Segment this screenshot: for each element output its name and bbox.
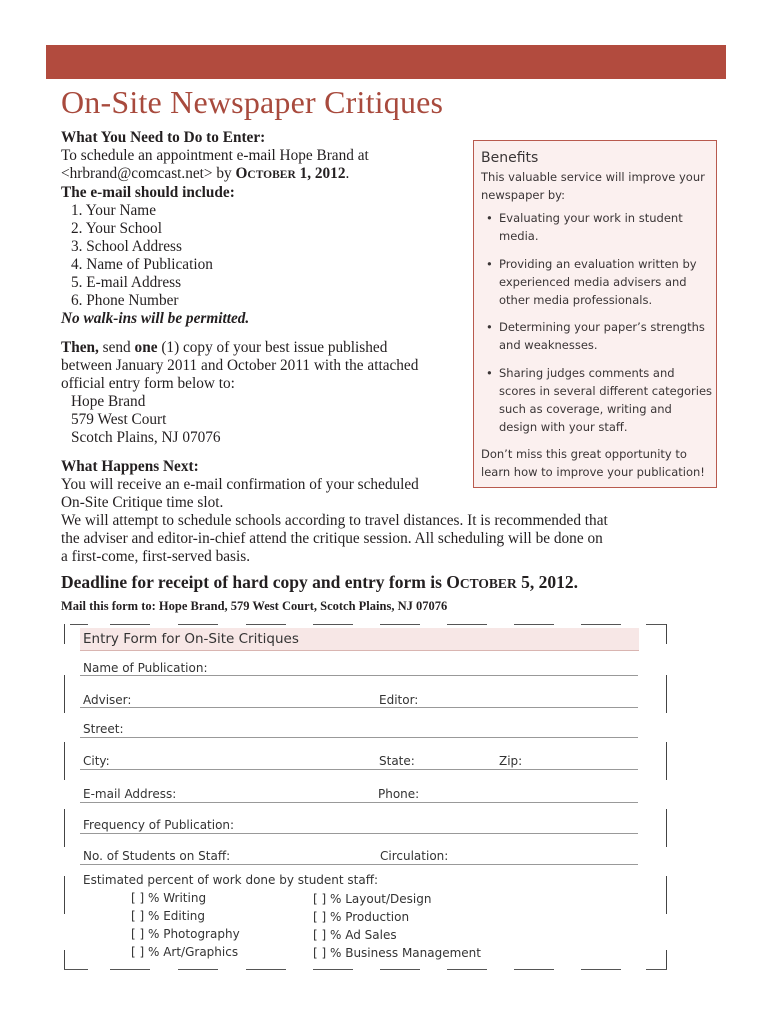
address-line: Hope Brand [71, 393, 146, 410]
students-circulation-field[interactable] [80, 864, 638, 865]
cut-line [646, 624, 666, 625]
enter-line-2: <hrbrand@comcast.net> by OCTOBER 1, 2012. [61, 165, 350, 182]
entry-form-header [80, 628, 639, 651]
then-line-3: official entry form below to: [61, 375, 235, 392]
mail-instructions: Mail this form to: Hope Brand, 579 West Court, Scotch Plains, NJ 07076 [61, 599, 448, 613]
cut-line [380, 969, 420, 970]
enter-heading: What You Need to Do to Enter: [61, 129, 266, 146]
zip-label: Zip: [499, 754, 523, 768]
enter-section [61, 129, 369, 328]
cut-line [64, 950, 65, 970]
cut-line [110, 624, 150, 625]
city-state-zip-field[interactable] [80, 769, 638, 770]
circulation-label: Circulation: [380, 849, 449, 863]
benefit-item: • Sharing judges comments and scores in several different categories such as coverage, writing and design with your staff. [486, 365, 713, 434]
checklist-right [313, 890, 481, 962]
cut-line [178, 969, 218, 970]
next-line: the adviser and editor-in-chief attend the critique session. All scheduling will be done on [61, 530, 603, 547]
cut-line [666, 809, 667, 847]
entry-form-title: Entry Form for On-Site Critiques [83, 631, 299, 647]
next-line: You will receive an e-mail confirmation of your scheduled [61, 476, 419, 493]
next-line: a first-come, first-served basis. [61, 548, 251, 565]
address-line: 579 West Court [71, 411, 167, 428]
checkbox-business-management[interactable]: [ ] % Business Management [313, 946, 481, 960]
cut-line [246, 624, 286, 625]
checkbox-production[interactable]: [ ] % Production [313, 910, 410, 924]
benefit-item: • Providing an evaluation written by experienced media advisers and other media professionals. [486, 256, 697, 307]
benefits-title: Benefits [481, 150, 539, 166]
checkbox-ad-sales[interactable]: [ ] % Ad Sales [313, 928, 397, 942]
cut-line [581, 969, 621, 970]
benefits-outro: Don’t miss this great opportunity to learn how to improve your publication! [481, 447, 705, 479]
cut-line [666, 675, 667, 713]
cut-line [514, 969, 554, 970]
cut-line [666, 742, 667, 780]
cut-line [514, 624, 554, 625]
cut-line [64, 624, 65, 644]
publication-name-field[interactable] [80, 675, 638, 676]
email-phone-field[interactable] [80, 802, 638, 803]
cut-line [64, 809, 65, 847]
address-line: Scotch Plains, NJ 07076 [71, 429, 221, 446]
enter-line-1: To schedule an appointment e-mail Hope Brand at [61, 147, 369, 164]
street-field[interactable] [80, 737, 638, 738]
editor-label: Editor: [379, 693, 419, 707]
then-section [61, 339, 418, 447]
frequency-field[interactable] [80, 833, 638, 834]
include-item: 6. Phone Number [71, 292, 179, 309]
cut-line [447, 624, 487, 625]
cut-line [666, 876, 667, 914]
next-heading: What Happens Next: [61, 458, 199, 475]
page-title: On-Site Newspaper Critiques [61, 84, 444, 120]
cut-line [178, 624, 218, 625]
then-line-2: between January 2011 and October 2011 with the attached [61, 357, 419, 374]
email-label: E-mail Address: [83, 787, 177, 801]
cut-line [666, 624, 667, 644]
cut-line [64, 969, 88, 970]
checkbox-editing[interactable]: [ ] % Editing [131, 909, 206, 923]
cut-line [313, 969, 353, 970]
benefit-item: • Determining your paper’s strengths and weaknesses. [486, 320, 705, 352]
checkbox-writing[interactable]: [ ] % Writing [131, 891, 207, 905]
checkbox-art-graphics[interactable]: [ ] % Art/Graphics [131, 945, 239, 959]
include-item: 5. E-mail Address [71, 274, 182, 291]
checkbox-photography[interactable]: [ ] % Photography [131, 927, 240, 941]
include-item: 2. Your School [71, 220, 162, 237]
benefits-list [481, 209, 713, 445]
cut-line [581, 624, 621, 625]
adviser-label: Adviser: [83, 693, 132, 707]
cut-line [64, 742, 65, 780]
cut-line [447, 969, 487, 970]
cut-line [313, 624, 353, 625]
include-item: 4. Name of Publication [71, 256, 213, 273]
cut-line [246, 969, 286, 970]
city-label: City: [83, 754, 110, 768]
frequency-label: Frequency of Publication: [83, 818, 235, 832]
phone-label: Phone: [378, 787, 420, 801]
include-item: 3. School Address [71, 238, 182, 255]
state-label: State: [379, 754, 415, 768]
enter-deadline-date: OCTOBER 1, 2012 [235, 165, 346, 182]
adviser-editor-field[interactable] [80, 707, 638, 708]
publication-name-label: Name of Publication: [83, 661, 208, 675]
cut-line [64, 876, 65, 914]
cut-line [666, 950, 667, 970]
then-line-1: Then, send one (1) copy of your best issue published [61, 339, 388, 356]
walkins-warning: No walk-ins will be permitted. [61, 310, 250, 327]
street-label: Street: [83, 722, 124, 736]
benefits-box [473, 140, 717, 488]
students-label: No. of Students on Staff: [83, 849, 231, 863]
benefit-item: • Evaluating your work in student media. [486, 211, 683, 243]
cut-line [64, 675, 65, 713]
benefits-intro: This valuable service will improve your newspaper by: [481, 170, 705, 202]
header-accent-bar [46, 45, 726, 79]
checklist-left [131, 889, 240, 961]
deadline-statement: Deadline for receipt of hard copy and entry form is OCTOBER 5, 2012. [61, 572, 578, 592]
include-item: 1. Your Name [71, 202, 156, 219]
email-text: <hrbrand@comcast.net> by [61, 165, 236, 182]
cut-line [70, 624, 88, 625]
cut-line [646, 969, 667, 970]
include-heading: The e-mail should include: [61, 184, 235, 201]
cut-line [380, 624, 420, 625]
estimated-label: Estimated percent of work done by student staff: [83, 873, 379, 887]
next-line: We will attempt to schedule schools according to travel distances. It is recommended that [61, 512, 608, 529]
checkbox-layout-design[interactable]: [ ] % Layout/Design [313, 892, 432, 906]
next-line: On-Site Critique time slot. [61, 494, 224, 511]
cut-line [110, 969, 150, 970]
